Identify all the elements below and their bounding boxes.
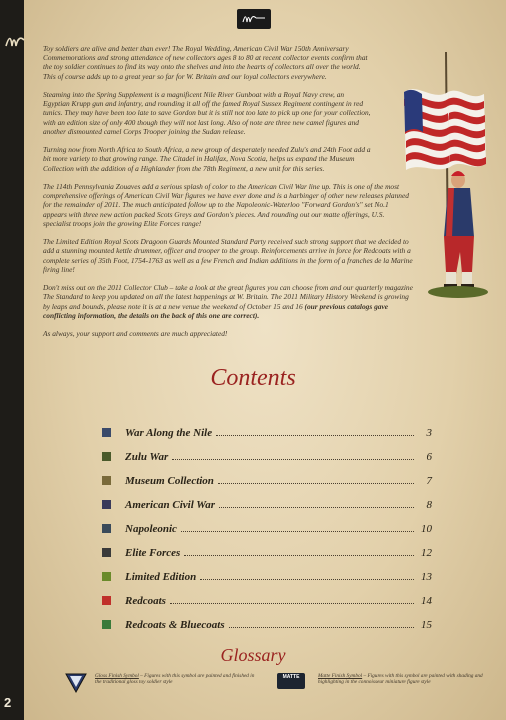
matte-finish-desc: – Figures with this symbol are painted with shading and highlighting in the connoisseur miniature figure style [318, 673, 483, 686]
toc-item-museum-collection[interactable] [102, 471, 432, 487]
dot-leader [181, 531, 414, 532]
dot-leader [200, 579, 414, 580]
dot-leader [229, 627, 414, 628]
section-color-swatch [102, 572, 111, 581]
dot-leader [219, 507, 414, 508]
intro-text [43, 44, 415, 348]
toc-item-napoleonic[interactable] [102, 519, 432, 535]
section-color-swatch [102, 500, 111, 509]
toc-item-zulu-war[interactable] [102, 447, 432, 463]
dot-leader [216, 435, 414, 436]
brand-logo [237, 9, 271, 29]
matte-finish-description [318, 673, 488, 686]
toc-label: Museum Collection [125, 475, 214, 487]
toc-page-number: 8 [426, 499, 432, 511]
intro-paragraph-4: The 114th Pennsylvania Zouaves add a serious splash of color to the American Civil War line up. This is one of the most comprehensive offerings of American Civil War figures we have ever done and is a harbinger of other new releases planned for the remainder of 2011. The much anticipated follow up to the Napoleonic-Waterloo "Forward Gordon's" set No.1 appears with three new action packed Scots Greys and Gordon's pieces. And rounding out our matte offerings, U.S. specialist troops join the growing Elite Forces range! [43, 182, 409, 228]
page-number: 2 [4, 695, 12, 710]
intro-paragraph-7: As always, your support and comments are much appreciated! [43, 329, 228, 339]
toc-item-redcoats[interactable] [102, 591, 432, 607]
zouave-flag-bearer-figure [388, 52, 506, 307]
toc-page-number: 10 [421, 523, 432, 535]
toc-page-number: 7 [426, 475, 432, 487]
intro-paragraph-1: Toy soldiers are alive and better than ever! The Royal Wedding, American Civil War 150th Anniversary Commemorations and strong attendance of new collectors ages 8 to 80 at recent collector events confirm that the toy soldier continues to find its way onto the shelves and into the hearts of collectors all over the world. This of course adds up to a great year so far for W. Britain and our loyal collectors everywhere. [43, 44, 368, 81]
intro-paragraph-3: Turning now from North Africa to South Africa, a new group of desperately needed Zulu's and 24th Foot add a bit more variety to that growing range. The Citadel in Halifax, Nova Scotia, helps us expand the Museum Collection with the addition of a Highlander from the 78th Regiment, a new unit for this series. [43, 145, 371, 173]
section-color-swatch [102, 452, 111, 461]
toc-label: Napoleonic [125, 523, 177, 535]
intro-paragraph-6-text: Don't miss out on the 2011 Collector Club – take a look at the great figures you can choose from and our quarterly magazine The Standard to keep you updated on all the latest happenings at W. Britain. The 2011 Military History Weekend is growing by leaps and bounds, please note it is at a new venue the weekend of October 15 and 16 [43, 283, 413, 311]
us-flag-icon [404, 89, 486, 170]
zouave-soldier-figure [428, 171, 488, 298]
section-color-swatch [102, 548, 111, 557]
intro-paragraph-6 [43, 283, 413, 320]
toc-label: War Along the Nile [125, 427, 213, 439]
toc-item-elite-forces[interactable] [102, 543, 432, 559]
toc-page-number: 12 [421, 547, 432, 559]
dot-leader [170, 603, 414, 604]
section-color-swatch [102, 428, 111, 437]
wb-corner-logo-icon [4, 34, 26, 50]
toc-label: Redcoats & Bluecoats [125, 619, 225, 631]
gloss-finish-icon [64, 672, 88, 694]
gloss-finish-label: Gloss Finish Symbol [95, 673, 139, 679]
toc-label: Redcoats [125, 595, 166, 607]
dot-leader [218, 483, 414, 484]
toc-item-limited-edition[interactable] [102, 567, 432, 583]
toc-label: Zulu War [125, 451, 169, 463]
gloss-finish-description [95, 673, 255, 686]
contents-title: Contents [210, 365, 296, 391]
gloss-finish-desc: – Figures with this symbol are painted and finished in the traditional gloss toy soldier style [95, 673, 255, 686]
toc-page-number: 15 [421, 619, 432, 631]
toc-item-american-civil-war[interactable] [102, 495, 432, 511]
toc-page-number: 14 [421, 595, 432, 607]
section-color-swatch [102, 596, 111, 605]
section-color-swatch [102, 524, 111, 533]
toc-page-number: 3 [426, 427, 432, 439]
section-color-swatch [102, 620, 111, 629]
toc-page-number: 6 [426, 451, 432, 463]
toc-page-number: 13 [421, 571, 432, 583]
matte-finish-badge: MATTE [277, 673, 305, 689]
toc-label: Elite Forces [125, 547, 181, 559]
intro-paragraph-6-bold: (our previous catalogs gave conflicting information, the details on the back of this one are correct). [43, 301, 389, 320]
matte-finish-label: Matte Finish Symbol [318, 673, 363, 679]
toc-label: American Civil War [125, 499, 216, 511]
toc-label: Limited Edition [125, 571, 197, 583]
intro-paragraph-2: Steaming into the Spring Supplement is a magnificent Nile River Gunboat with a Royal Navy crew, an Egyptian Krupp gun and infantry, and rounding it all off the famed Royal Sussex Regiment contingent in red tunics. They may have been too late to save Gordon but it is still not too late to pick up one for your collection, with an edition size of only 400 though they will not last long. Also of note are three new camel figures and another dismounted camel Corps Trooper joining the Sudan release. [43, 90, 371, 136]
intro-paragraph-5: The Limited Edition Royal Scots Dragoon Guards Mounted Standard Party received such strong support that we decided to add a stunning mounted kettle drummer, officer and trooper to the group. Reinforcements arrive in force for Redcoats with a complete series of 35th Foot, 1754-1763 as well as a few French and Indian additions in the form of a franches de la Marine firing line! [43, 237, 413, 274]
toc-item-war-along-the-nile[interactable] [102, 423, 432, 439]
brand-logo-icon [241, 13, 267, 25]
dot-leader [184, 555, 414, 556]
dot-leader [172, 459, 414, 460]
toc-item-redcoats-and-bluecoats[interactable] [102, 615, 432, 631]
glossary-title: Glossary [220, 645, 286, 665]
section-color-swatch [102, 476, 111, 485]
